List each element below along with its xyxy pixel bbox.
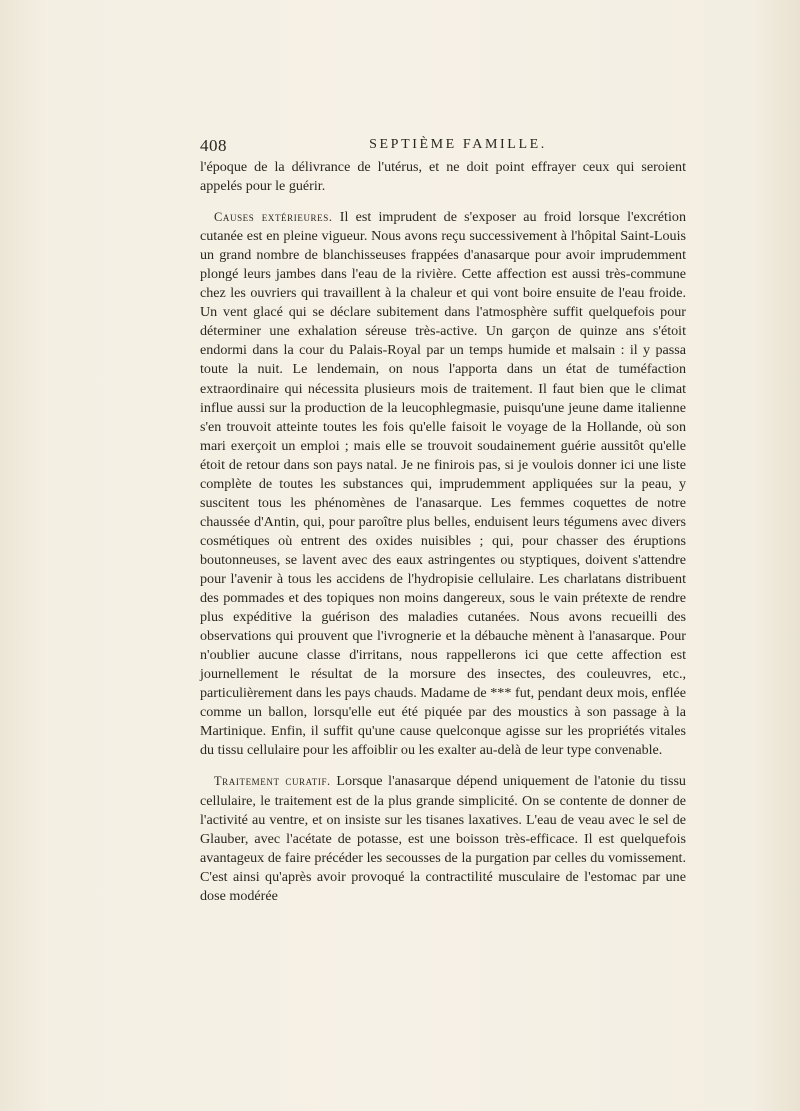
paragraph-continuation <box>200 158 686 196</box>
running-title: SEPTIÈME FAMILLE. <box>369 137 547 152</box>
section-lead-traitement: Traitement curatif. <box>214 774 331 789</box>
paragraph-traitement-curatif <box>200 772 686 905</box>
paragraph-text: Il est imprudent de s'exposer au froid lorsque l'excrétion cutanée est en pleine vigueur. Nous avons reçu successivement à l'hôpital Saint-Louis un grand nombre de blanchisseuses frappées d'anasarque pour avoir imprudemment plongé leurs jambes dans l'eau de la rivière. Cette affection est aussi très-commune chez les ouvriers qui travaillent à la chaleur et qui vont boire ensuite de l'eau froide. Un vent glacé qui se déclare subitement dans l'atmosphère suffit quelquefois pour déterminer une exhalation séreuse très-active. Un garçon de quinze ans s'étoit endormi dans la cour du Palais-Royal par un temps humide et malsain : il y passa toute la nuit. Le lendemain, on nous l'apporta dans un état de tuméfaction extraordinaire qui nécessita plusieurs mois de traitement. Il faut bien que le climat influe aussi sur la production de la leucophlegmasie, puisqu'une jeune dame italienne s'en trouvoit atteinte toutes les fois qu'elle faisoit le voyage de la Hollande, où son mari exerçoit un emploi ; mais elle se trouvoit soudainement guérie aussitôt qu'elle étoit de retour dans son pays natal. Je ne finirois pas, si je voulois donner ici une liste complète de toutes les substances qui, imprudemment appliquées sur la peau, y suscitent tous les phénomènes de l'anasarque. Les femmes coquettes de notre chaussée d'Antin, qui, pour paroître plus belles, enduisent leurs tégumens avec divers cosmétiques où entrent des oxides nuisibles ; qui, pour chasser des éruptions boutonneuses, se lavent avec des eaux astringentes ou styptiques, doivent s'attendre pour l'avenir à tous les accidens de l'hydropisie cellulaire. Les charlatans distribuent des pommades et des topiques non moins dangereux, sous le vain prétexte de rendre plus expéditive la guérison des maladies cutanées. Nous avons recueilli des observations qui prouvent que l'ivrognerie et la débauche mènent à l'anasarque. Pour n'oublier aucune classe d'irritans, nous rappellerons ici que cette affection est journellement le résultat de la morsure des insectes, des couleuvres, etc., particulièrement dans les pays chauds. Madame de *** fut, pendant deux mois, enflée comme un ballon, lorsqu'elle eut été piquée par des moustics à son passage à la Martinique. Enfin, il suffit qu'une cause quelconque agisse sur les propriétés vitales du tissu cellulaire pour les affoiblir ou les exalter au-delà de leur type convenable. <box>200 209 686 759</box>
section-lead-causes: Causes extérieures. <box>214 210 333 225</box>
page-header <box>200 136 686 158</box>
paragraph-text: Lorsque l'anasarque dépend uniquement de l'atonie du tissu cellulaire, le traitement est de la plus grande simplicité. On se contente de donner de l'activité au ventre, et on insiste sur les tisanes laxatives. L'eau de veau avec le sel de Glauber, avec l'acétate de potasse, est une boisson très-efficace. Il est quelquefois avantageux de faire précéder les secousses de la purgation par celles du vomissement. C'est ainsi qu'après avoir provoqué la contractilité musculaire de l'estomac par une dose modérée <box>200 773 686 904</box>
paragraph-causes-exterieures <box>200 208 686 760</box>
page-number: 408 <box>200 136 227 155</box>
paragraph-text: l'époque de la délivrance de l'utérus, et ne doit point effrayer ceux qui seroient appelés pour le guérir. <box>200 159 686 195</box>
body-text <box>200 158 686 906</box>
